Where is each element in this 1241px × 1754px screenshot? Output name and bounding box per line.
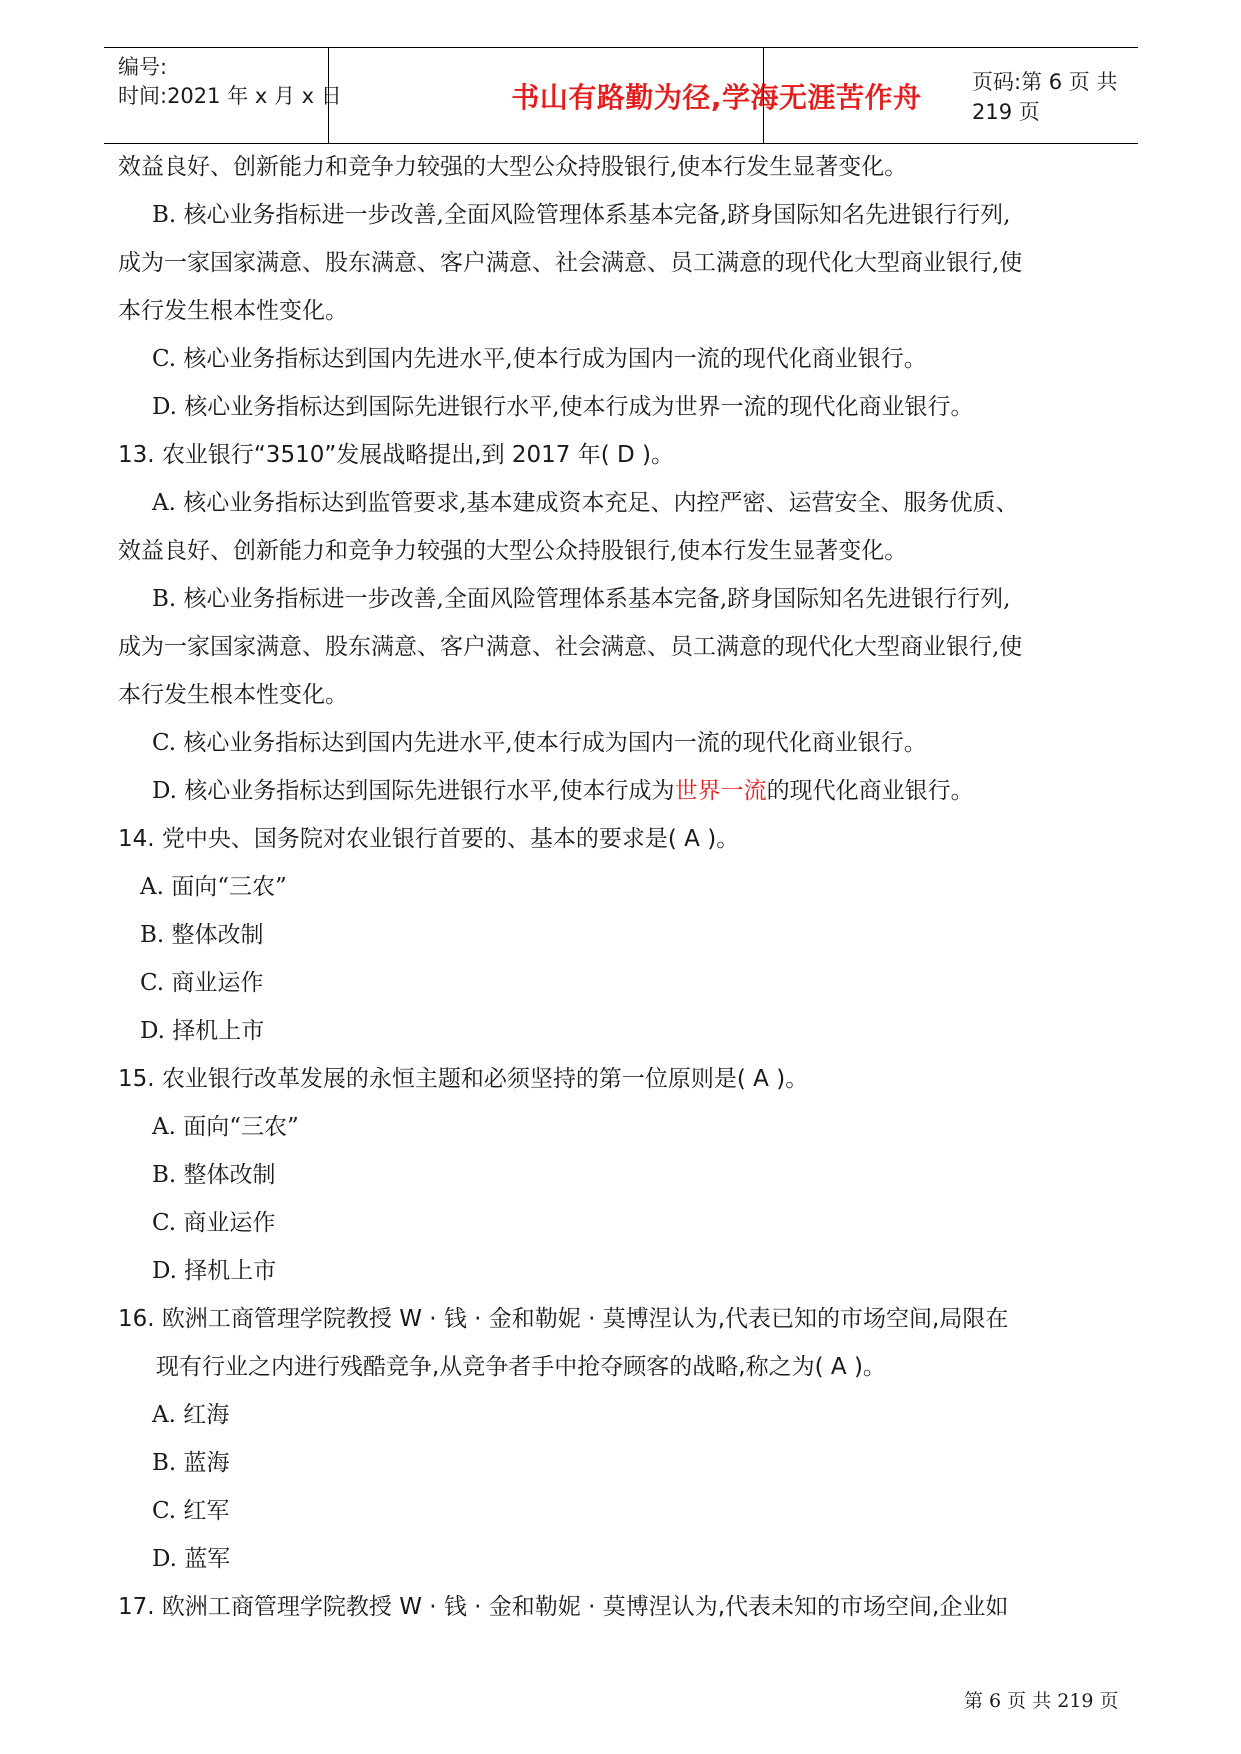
q16-option-b: B. 蓝海 (152, 1450, 230, 1476)
q13-option-d-post: 的现代化商业银行。 (766, 778, 974, 804)
q14-option-a: A. 面向“三农” (140, 874, 287, 900)
q16-option-a: A. 红海 (152, 1402, 230, 1428)
page-footer: 第 6 页 共 219 页 (964, 1690, 1119, 1712)
option-d-line: D. 核心业务指标达到国际先进银行水平,使本行成为世界一流的现代化商业银行。 (152, 394, 974, 420)
header-meta (118, 53, 458, 138)
q14-option-b: B. 整体改制 (140, 922, 264, 948)
q13-option-d (152, 776, 974, 806)
question-13: 13. 农业银行“3510”发展战略提出,到 2017 年( D )。 (118, 442, 674, 468)
q13-option-b: B. 核心业务指标进一步改善,全面风险管理体系基本完备,跻身国际知名先进银行行列, (152, 586, 1011, 612)
time-label: 时间:2021 年 x 月 x 日 (118, 84, 342, 108)
q13-option-d-pre: D. 核心业务指标达到国际先进银行水平,使本行成为 (152, 778, 675, 804)
option-b-line: B. 核心业务指标进一步改善,全面风险管理体系基本完备,跻身国际知名先进银行行列, (152, 202, 1011, 228)
q15-option-c: C. 商业运作 (152, 1210, 276, 1236)
header-divider (328, 48, 329, 143)
q13-option-a: A. 核心业务指标达到监管要求,基本建成资本充足、内控严密、运营安全、服务优质、 (152, 490, 1019, 516)
q15-option-b: B. 整体改制 (152, 1162, 276, 1188)
question-16-cont: 现有行业之内进行残酷竞争,从竞争者手中抢夺顾客的战略,称之为( A )。 (156, 1354, 886, 1380)
header-divider (763, 48, 764, 143)
highlight-text: 世界一流 (674, 778, 767, 804)
header-motto: 书山有路勤为径,学海无涯苦作舟 (511, 80, 922, 114)
question-15: 15. 农业银行改革发展的永恒主题和必须坚持的第一位原则是( A )。 (118, 1066, 809, 1092)
serial-label: 编号: (118, 55, 168, 79)
page-header (104, 47, 1138, 144)
option-c-line: C. 核心业务指标达到国内先进水平,使本行成为国内一流的现代化商业银行。 (152, 346, 927, 372)
text-line: 效益良好、创新能力和竞争力较强的大型公众持股银行,使本行发生显著变化。 (118, 154, 908, 180)
q15-option-a: A. 面向“三农” (152, 1114, 299, 1140)
question-17: 17. 欧洲工商管理学院教授 W · 钱 · 金和勒妮 · 莫博涅认为,代表未知的市场空间,企业如 (118, 1594, 1009, 1620)
q16-option-c: C. 红军 (152, 1498, 230, 1524)
header-page-info: 页码:第 6 页 共 219 页 (972, 69, 1118, 124)
question-14: 14. 党中央、国务院对农业银行首要的、基本的要求是( A )。 (118, 826, 740, 852)
q15-option-d: D. 择机上市 (152, 1258, 277, 1284)
q13-option-a-cont: 效益良好、创新能力和竞争力较强的大型公众持股银行,使本行发生显著变化。 (118, 538, 908, 564)
q14-option-c: C. 商业运作 (140, 970, 264, 996)
q13-option-b-cont: 本行发生根本性变化。 (118, 682, 348, 708)
q13-option-c: C. 核心业务指标达到国内先进水平,使本行成为国内一流的现代化商业银行。 (152, 730, 927, 756)
q16-option-d: D. 蓝军 (152, 1546, 231, 1572)
q13-option-b-cont: 成为一家国家满意、股东满意、客户满意、社会满意、员工满意的现代化大型商业银行,使 (118, 634, 1023, 660)
q14-option-d: D. 择机上市 (140, 1018, 265, 1044)
text-line: 成为一家国家满意、股东满意、客户满意、社会满意、员工满意的现代化大型商业银行,使 (118, 250, 1023, 276)
text-line: 本行发生根本性变化。 (118, 298, 348, 324)
question-16: 16. 欧洲工商管理学院教授 W · 钱 · 金和勒妮 · 莫博涅认为,代表已知的市场空间,局限在 (118, 1306, 1009, 1332)
